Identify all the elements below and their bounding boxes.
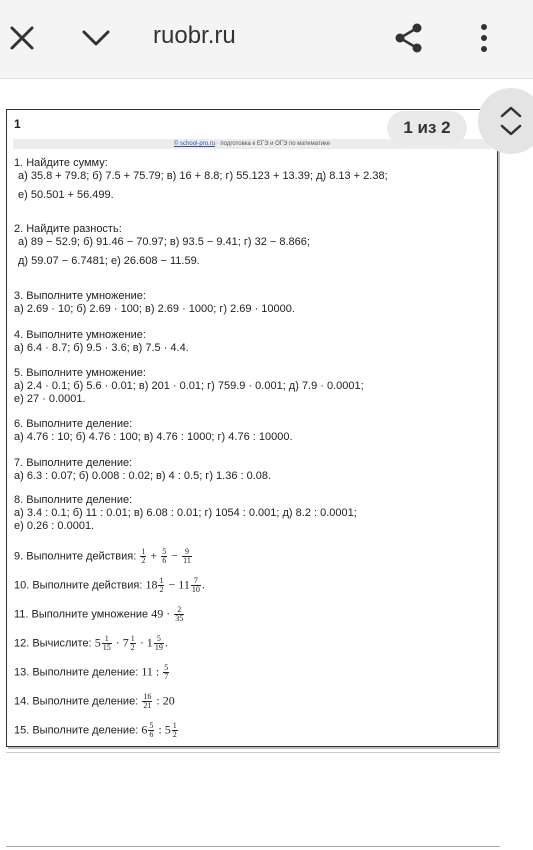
browser-toolbar <box>0 0 533 79</box>
task-line: е) 27 · 0.0001. <box>14 393 86 405</box>
punctuation: . <box>164 635 168 650</box>
fraction: $\frac{1}{2}$ <box>130 634 135 652</box>
fraction: $\frac{1}{2}$ <box>172 721 177 739</box>
close-icon[interactable] <box>4 20 40 56</box>
whole-number: 18 <box>145 577 158 592</box>
task-title: 3. Выполните умножение: <box>14 290 146 302</box>
task-line: а) 2.69 · 10; б) 2.69 · 100; в) 2.69 · 1000; г) 2.69 · 10000. <box>14 303 295 315</box>
fraction: $\frac{1}{15}$ <box>102 634 111 652</box>
operator: + <box>150 548 158 563</box>
chevron-up-down-icon <box>498 104 524 138</box>
task-line: е) 0.26 : 0.0001. <box>14 520 95 532</box>
expression: 11 : <box>141 664 160 679</box>
task-14 <box>14 693 490 710</box>
task-11 <box>14 606 490 623</box>
task-title: 6. Выполните деление: <box>14 418 133 430</box>
whole-number: 5 <box>94 635 101 650</box>
credit-text: · подготовка к ЕГЭ и ОГЭ по математике <box>215 141 331 147</box>
task-6 <box>14 418 490 444</box>
task-3 <box>14 290 490 316</box>
fraction: $\frac{5}{6}$ <box>149 721 154 739</box>
task-10 <box>14 577 490 594</box>
task-line: а) 4.76 : 10; б) 4.76 : 100; в) 4.76 : 1000; г) 4.76 : 10000. <box>14 431 293 443</box>
task-12 <box>14 635 490 652</box>
fraction: $\frac{2}{35}$ <box>175 605 184 623</box>
task-line: а) 89 − 52.9; б) 91.46 − 70.97; в) 93.5 − 9.41; г) 32 − 8.866; <box>18 236 310 248</box>
page-divider <box>6 752 500 753</box>
punctuation: . <box>201 577 205 592</box>
expression: 49 · <box>151 606 171 621</box>
task-title: 4. Выполните умножение: <box>14 329 146 341</box>
task-line: а) 2.4 · 0.1; б) 5.6 · 0.01; в) 201 · 0.01; г) 759.9 · 0.001; д) 7.9 · 0.0001; <box>14 380 364 392</box>
fraction: $\frac{5}{19}$ <box>154 634 163 652</box>
fraction: $\frac{7}{10}$ <box>191 576 200 594</box>
share-icon[interactable] <box>391 20 427 56</box>
fraction: $\frac{5}{6}$ <box>162 547 167 565</box>
whole-number: : 5 <box>158 722 171 737</box>
task-15 <box>14 722 490 739</box>
task-line: е) 50.501 + 56.499. <box>18 189 114 201</box>
address-bar-url[interactable]: ruobr.ru <box>153 22 236 49</box>
task-title: 9. Выполните действия: <box>14 550 137 563</box>
fraction: $\frac{9}{11}$ <box>183 547 191 565</box>
page-indicator: 1 из 2 <box>387 111 467 145</box>
task-title: 5. Выполните умножение: <box>14 367 146 379</box>
credit-link[interactable]: © school-pro.ru <box>173 141 216 147</box>
document-page <box>6 109 498 747</box>
task-title: 1. Найдите сумму: <box>14 157 108 169</box>
task-title: 8. Выполните деление: <box>14 494 133 506</box>
task-4 <box>14 329 490 355</box>
page-number: 1 <box>14 117 21 131</box>
whole-number: · 1 <box>139 635 153 650</box>
task-line: а) 6.3 : 0.07; б) 0.008 : 0.02; в) 4 : 0.5; г) 1.36 : 0.08. <box>14 470 272 482</box>
whole-number: 6 <box>141 722 148 737</box>
task-line: а) 35.8 + 79.8; б) 7.5 + 75.79; в) 16 + 8.8; г) 55.123 + 13.39; д) 8.13 + 2.38; <box>18 170 388 182</box>
task-2 <box>14 223 490 268</box>
task-title: 10. Выполните действия: <box>14 579 143 592</box>
task-title: 7. Выполните деление: <box>14 457 133 469</box>
task-line: д) 59.07 − 6.7481; е) 26.608 − 11.59. <box>18 255 200 267</box>
chevron-down-icon[interactable] <box>78 20 114 56</box>
task-5 <box>14 367 490 406</box>
fraction: $\frac{16}{21}$ <box>143 692 152 710</box>
task-title: 14. Выполните деление: <box>14 695 139 708</box>
task-1 <box>14 157 490 202</box>
expression: : 20 <box>156 693 175 708</box>
task-7 <box>14 457 490 483</box>
fraction: $\frac{1}{2}$ <box>159 576 164 594</box>
task-13 <box>14 664 490 681</box>
task-title: 11. Выполните умножение <box>14 608 149 621</box>
task-8 <box>14 494 490 533</box>
more-menu-icon[interactable] <box>466 20 502 56</box>
page-divider <box>6 846 500 847</box>
operator: − 11 <box>168 577 190 592</box>
task-line: а) 3.4 : 0.1; б) 11 : 0.01; в) 6.08 : 0.01; г) 1054 : 0.001; д) 8.2 : 0.0001; <box>14 507 357 519</box>
task-title: 12. Вычислите: <box>14 637 92 650</box>
fraction: $\frac{5}{7}$ <box>164 663 169 681</box>
task-title: 2. Найдите разность: <box>14 223 122 235</box>
fraction: $\frac{1}{2}$ <box>141 547 146 565</box>
operator: − <box>171 548 179 563</box>
task-title: 15. Выполните деление: <box>14 724 139 737</box>
task-9 <box>14 548 490 565</box>
task-title: 13. Выполните деление: <box>14 666 139 679</box>
whole-number: · 7 <box>115 635 129 650</box>
task-line: а) 6.4 · 8.7; б) 9.5 · 3.6; в) 7.5 · 4.4. <box>14 342 189 354</box>
